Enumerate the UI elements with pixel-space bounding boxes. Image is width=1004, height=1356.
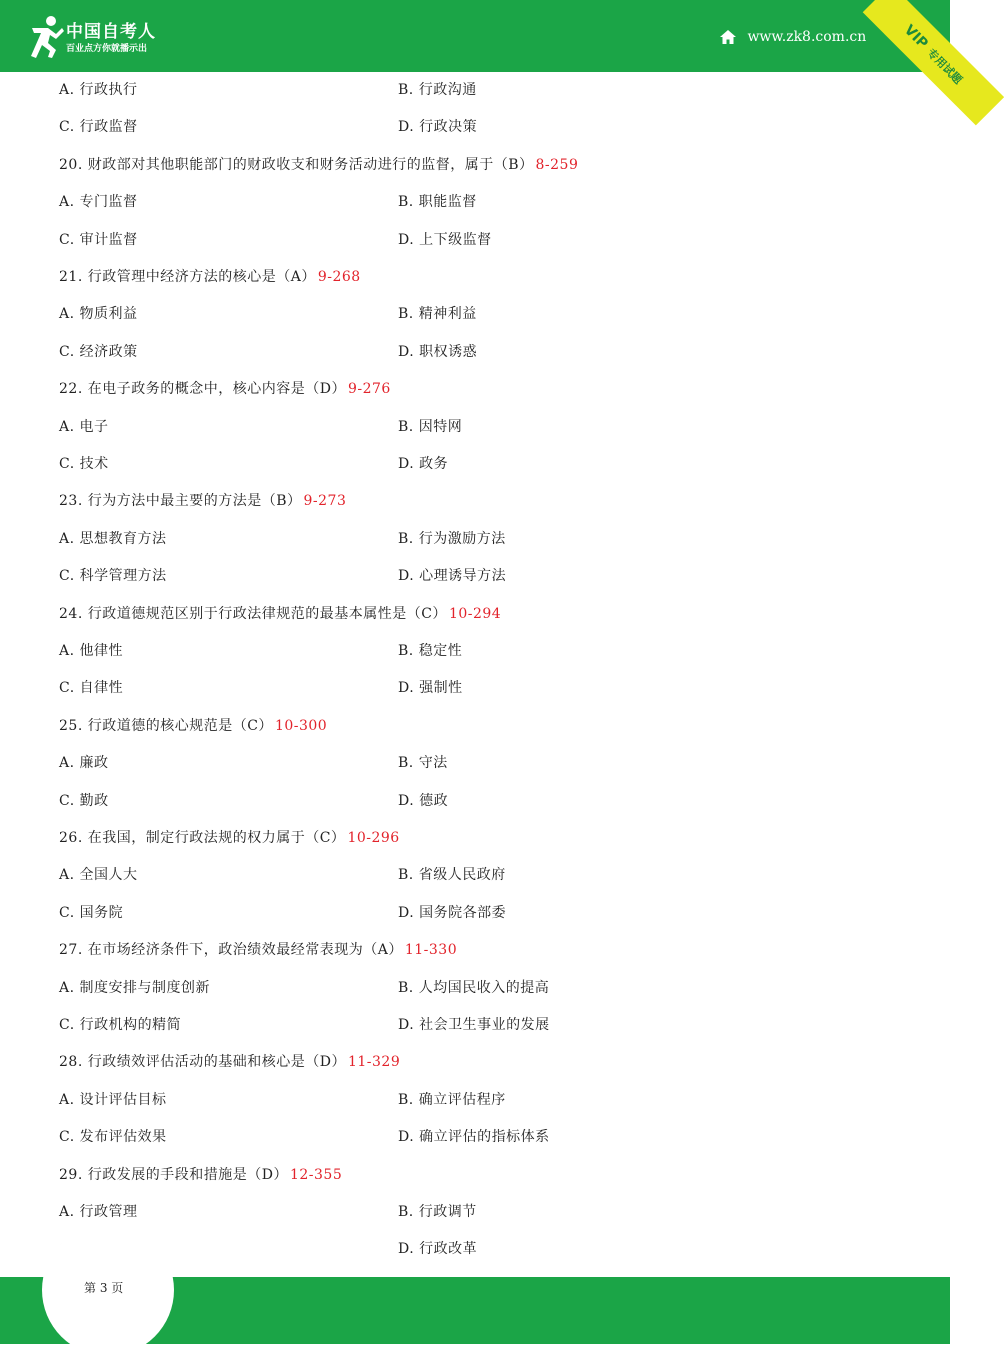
question-text: 29. 行政发展的手段和措施是（D） xyxy=(59,1167,288,1183)
question-text: 27. 在市场经济条件下，政治绩效最经常表现为（A） xyxy=(59,942,403,958)
page-reference: 11-329 xyxy=(347,1054,401,1070)
answer-option: B. 因特网 xyxy=(398,419,463,435)
answer-option: D. 强制性 xyxy=(398,680,463,696)
vip-label: VIP xyxy=(900,22,931,52)
question-stem xyxy=(59,265,361,289)
answer-option: D. 德政 xyxy=(398,793,449,809)
answer-option: D. 行政决策 xyxy=(398,119,478,135)
page-reference: 12-355 xyxy=(289,1167,343,1183)
runner-logo-icon xyxy=(26,14,66,60)
question-text: 26. 在我国，制定行政法规的权力属于（C） xyxy=(59,830,346,846)
site-url: www.zk8.com.cn xyxy=(747,29,867,45)
answer-option: D. 政务 xyxy=(398,456,449,472)
question-stem xyxy=(59,489,346,513)
vip-sub-label: 专用试题 xyxy=(924,46,965,87)
answer-option: C. 发布评估效果 xyxy=(59,1129,167,1145)
answer-option: A. 电子 xyxy=(59,419,109,435)
question-stem xyxy=(59,714,327,738)
answer-option: D. 职权诱惑 xyxy=(398,344,478,360)
question-stem xyxy=(59,826,400,850)
answer-option: B. 行为激励方法 xyxy=(398,531,506,547)
page-reference: 9-268 xyxy=(317,269,361,285)
answer-option: A. 设计评估目标 xyxy=(59,1092,167,1108)
answer-option: C. 国务院 xyxy=(59,905,124,921)
site-link[interactable] xyxy=(719,29,866,49)
answer-option: C. 科学管理方法 xyxy=(59,568,167,584)
answer-option: C. 勤政 xyxy=(59,793,109,809)
answer-option: A. 全国人大 xyxy=(59,867,138,883)
logo[interactable] xyxy=(26,14,166,60)
answer-option: A. 物质利益 xyxy=(59,306,138,322)
answer-option: A. 专门监督 xyxy=(59,194,138,210)
answer-option: B. 守法 xyxy=(398,755,448,771)
page-reference: 8-259 xyxy=(535,157,579,173)
page-header xyxy=(0,0,950,72)
answer-option: C. 审计监督 xyxy=(59,232,138,248)
question-text: 28. 行政绩效评估活动的基础和核心是（D） xyxy=(59,1054,346,1070)
question-text: 20. 财政部对其他职能部门的财政收支和财务活动进行的监督，属于（B） xyxy=(59,157,534,173)
answer-option: A. 制度安排与制度创新 xyxy=(59,980,211,996)
question-stem xyxy=(59,153,578,177)
question-stem xyxy=(59,938,457,962)
answer-option: B. 行政调节 xyxy=(398,1204,477,1220)
answer-option: D. 心理诱导方法 xyxy=(398,568,507,584)
question-text: 23. 行为方法中最主要的方法是（B） xyxy=(59,493,302,509)
home-icon xyxy=(719,29,737,45)
answer-option: B. 稳定性 xyxy=(398,643,463,659)
answer-option: C. 行政机构的精简 xyxy=(59,1017,182,1033)
logo-title: 中国自考人 xyxy=(66,22,156,42)
vip-ribbon xyxy=(873,0,988,101)
answer-option: B. 人均国民收入的提高 xyxy=(398,980,550,996)
question-text: 21. 行政管理中经济方法的核心是（A） xyxy=(59,269,316,285)
answer-option: D. 上下级监督 xyxy=(398,232,492,248)
page-reference: 10-300 xyxy=(274,718,328,734)
answer-option: A. 思想教育方法 xyxy=(59,531,167,547)
answer-option: C. 经济政策 xyxy=(59,344,138,360)
answer-option: B. 职能监督 xyxy=(398,194,477,210)
question-text: 24. 行政道德规范区别于行政法律规范的最基本属性是（C） xyxy=(59,606,447,622)
question-stem xyxy=(59,1050,400,1074)
question-stem xyxy=(59,602,501,626)
answer-option: C. 自律性 xyxy=(59,680,124,696)
answer-option: D. 行政改革 xyxy=(398,1241,478,1257)
page-reference: 9-273 xyxy=(303,493,347,509)
answer-option: D. 国务院各部委 xyxy=(398,905,507,921)
page-reference: 9-276 xyxy=(347,381,391,397)
logo-slogan: 百业点方你就播示出 xyxy=(66,44,148,54)
answer-option: A. 行政执行 xyxy=(59,82,138,98)
answer-option: B. 确立评估程序 xyxy=(398,1092,506,1108)
page-number: 第 3 页 xyxy=(84,1281,124,1295)
answer-option: D. 社会卫生事业的发展 xyxy=(398,1017,550,1033)
question-text: 22. 在电子政务的概念中，核心内容是（D） xyxy=(59,381,346,397)
answer-option: B. 省级人民政府 xyxy=(398,867,506,883)
question-stem xyxy=(59,377,391,401)
answer-option: B. 行政沟通 xyxy=(398,82,477,98)
answer-option: A. 行政管理 xyxy=(59,1204,138,1220)
answer-option: B. 精神利益 xyxy=(398,306,477,322)
page-reference: 10-294 xyxy=(448,606,502,622)
question-text: 25. 行政道德的核心规范是（C） xyxy=(59,718,273,734)
answer-option: A. 廉政 xyxy=(59,755,109,771)
answer-option: A. 他律性 xyxy=(59,643,124,659)
question-stem xyxy=(59,1163,342,1187)
answer-option: D. 确立评估的指标体系 xyxy=(398,1129,550,1145)
page-reference: 10-296 xyxy=(347,830,400,846)
answer-option: C. 行政监督 xyxy=(59,119,138,135)
page-reference: 11-330 xyxy=(404,942,458,958)
answer-option: C. 技术 xyxy=(59,456,109,472)
